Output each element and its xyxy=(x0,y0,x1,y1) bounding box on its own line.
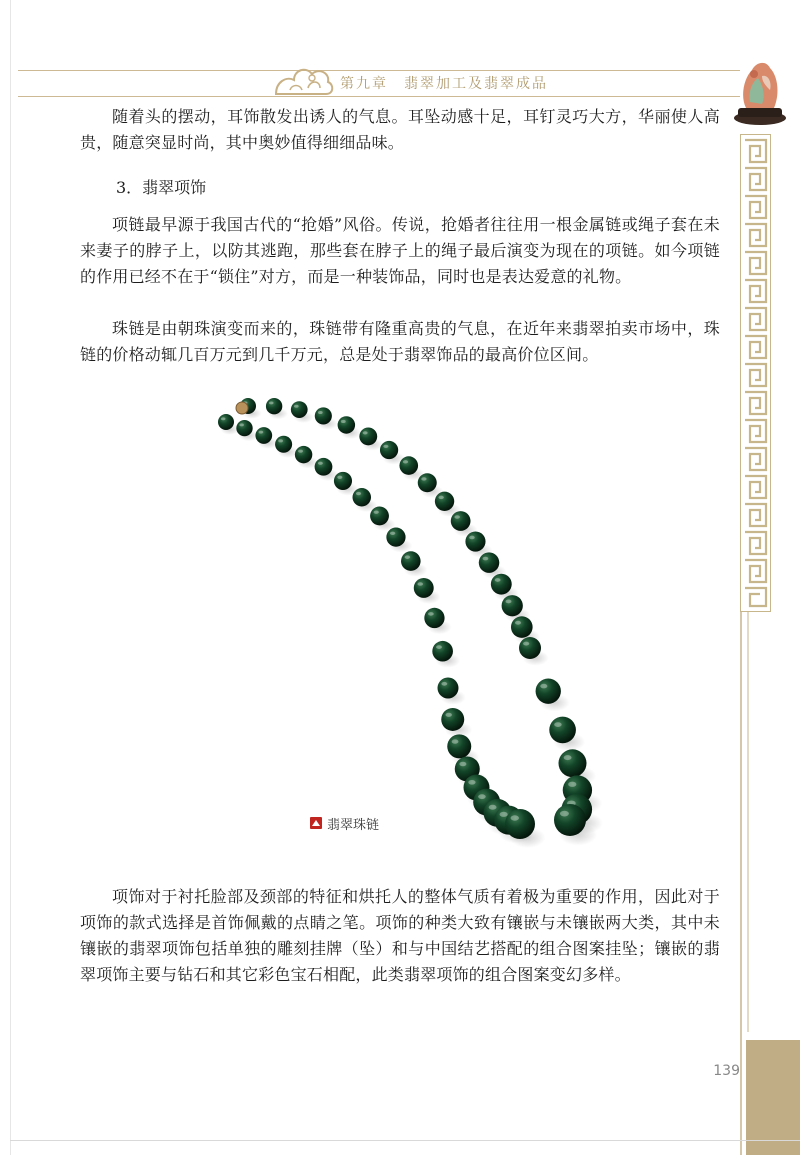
jade-bead xyxy=(218,414,234,430)
section-heading: 3．翡翠项饰 xyxy=(116,178,207,197)
bead-highlight xyxy=(454,515,460,519)
bead-highlight xyxy=(294,405,299,408)
paragraph-continued-text: 随着头的摆动，耳饰散发出诱人的气息。耳坠动感十足，耳钉灵巧大方，华丽使人高贵，随意突显时尚，其中奥妙值得细细品味。 xyxy=(80,107,720,152)
bead-highlight xyxy=(363,431,368,434)
bead-highlight xyxy=(436,645,442,649)
jade-bead xyxy=(338,416,356,434)
bead-highlight xyxy=(506,600,512,604)
jade-bead xyxy=(435,492,454,511)
jade-bead xyxy=(401,551,421,571)
bead-highlight xyxy=(269,401,274,404)
jade-bead xyxy=(370,506,389,525)
jade-bead xyxy=(255,427,272,444)
red-seal-icon xyxy=(310,817,322,829)
figure-caption xyxy=(310,812,379,834)
jade-bead-necklace-image xyxy=(190,388,650,848)
page-bottom-edge xyxy=(10,1140,800,1141)
bead-highlight xyxy=(478,794,486,799)
jade-bead xyxy=(236,420,252,436)
jade-bead xyxy=(266,398,282,414)
jade-bead xyxy=(491,574,512,595)
jade-bead xyxy=(353,488,372,507)
bead-highlight xyxy=(483,557,489,561)
bead-highlight xyxy=(259,431,264,434)
bead-highlight xyxy=(469,536,475,540)
bead-highlight xyxy=(374,510,379,513)
bead-highlight xyxy=(500,812,508,817)
greek-key-border xyxy=(740,134,771,612)
bead-highlight xyxy=(239,423,244,426)
border-rails xyxy=(740,612,771,1032)
paragraph-function xyxy=(80,884,720,988)
bead-highlight xyxy=(421,477,426,480)
jade-bead xyxy=(511,616,533,638)
necklace-beads xyxy=(218,398,603,848)
page-edge xyxy=(10,0,11,1155)
bead-highlight xyxy=(560,811,569,817)
jade-bead xyxy=(414,578,434,598)
paragraph-bead-chain xyxy=(80,316,720,368)
page-number: 139 xyxy=(713,1063,740,1079)
bead-highlight xyxy=(568,782,576,787)
paragraph-function-text: 项饰对于衬托脸部及颈部的特征和烘托人的整体气质有着极为重要的作用，因此对于项饰的款式选择是首饰佩戴的点睛之笔。项饰的种类大致有镶嵌与未镶嵌两大类，其中未镶嵌的翡翠项饰包括单独的雕刻挂牌（坠）和与中国结艺搭配的组合图案挂坠；镶嵌的翡翠项饰主要与钻石和其它彩色宝石相配，此类翡翠项饰的组合图案变幻多样。 xyxy=(80,887,720,984)
bead-highlight xyxy=(459,762,466,767)
bead-highlight xyxy=(318,462,323,465)
page-number-tab xyxy=(740,1032,800,1155)
bead-highlight xyxy=(554,722,561,727)
header-rule-top xyxy=(18,70,740,71)
paragraph-bead-chain-text: 珠链是由朝珠演变而来的，珠链带有隆重高贵的气息，在近年来翡翠拍卖市场中，珠链的价格动辄几百万元到几千万元，总是处于翡翠饰品的最高价位区间。 xyxy=(80,319,720,364)
bead-highlight xyxy=(445,713,451,717)
jade-bead xyxy=(380,441,398,459)
jade-bead xyxy=(549,717,576,744)
paragraph-origin xyxy=(80,212,720,290)
bead-highlight xyxy=(428,612,434,616)
bead-highlight xyxy=(489,805,497,810)
bead-highlight xyxy=(564,755,572,760)
necklace-clasp xyxy=(236,402,248,414)
bead-highlight xyxy=(403,460,408,463)
bead-highlight xyxy=(452,739,459,743)
jade-bead xyxy=(295,446,312,463)
jade-bead xyxy=(451,511,471,531)
bead-highlight xyxy=(515,621,521,625)
header-rule-bottom xyxy=(18,96,740,97)
jade-bead xyxy=(359,427,377,445)
bead-highlight xyxy=(417,582,423,586)
jade-bead xyxy=(554,804,586,836)
jade-bead xyxy=(432,641,453,662)
cloud-ornament-icon xyxy=(272,60,336,98)
jade-bead xyxy=(315,407,332,424)
jade-carving-icon xyxy=(732,56,788,126)
jade-bead xyxy=(536,678,561,703)
jade-bead xyxy=(441,708,464,731)
jade-bead xyxy=(519,637,541,659)
bead-highlight xyxy=(540,684,547,689)
bead-highlight xyxy=(278,439,283,442)
jade-bead xyxy=(502,595,523,616)
jade-bead xyxy=(424,608,444,628)
bead-highlight xyxy=(390,532,395,535)
paragraph-continued xyxy=(80,104,720,156)
bead-highlight xyxy=(337,476,342,479)
bead-highlight xyxy=(438,496,443,499)
bead-highlight xyxy=(511,815,519,820)
bead-highlight xyxy=(468,780,475,785)
jade-bead xyxy=(386,528,405,547)
jade-bead xyxy=(559,749,587,777)
chapter-title: 第九章 翡翠加工及翡翠成品 xyxy=(340,76,548,92)
jade-bead xyxy=(275,436,292,453)
jade-bead xyxy=(438,678,459,699)
jade-bead xyxy=(479,552,500,573)
figure-caption-text: 翡翠珠链 xyxy=(327,817,380,833)
jade-bead xyxy=(315,458,333,476)
jade-bead xyxy=(447,734,471,758)
bead-highlight xyxy=(523,642,529,646)
bead-highlight xyxy=(298,450,303,453)
bead-highlight xyxy=(221,417,225,420)
bead-highlight xyxy=(405,555,410,559)
jade-bead xyxy=(505,809,535,839)
jade-bead xyxy=(465,531,485,551)
paragraph-origin-text: 项链最早源于我国古代的“抢婚”风俗。传说，抢婚者往往用一根金属链或绳子套在未来妻子的脖子上，以防其逃跑，那些套在脖子上的绳子最后演变为现在的项链。如今项链的作用已经不在于“锁住”对方，而是一种装饰品，同时也是表达爱意的礼物。 xyxy=(80,215,720,286)
bead-highlight xyxy=(495,578,501,582)
bead-highlight xyxy=(441,682,447,686)
bead-highlight xyxy=(318,411,323,414)
jade-bead xyxy=(418,473,437,492)
bead-highlight xyxy=(356,492,361,495)
bead-highlight xyxy=(383,445,388,448)
jade-bead xyxy=(334,472,352,490)
bead-highlight xyxy=(341,420,346,423)
jade-bead xyxy=(291,401,308,418)
jade-bead xyxy=(399,456,418,475)
